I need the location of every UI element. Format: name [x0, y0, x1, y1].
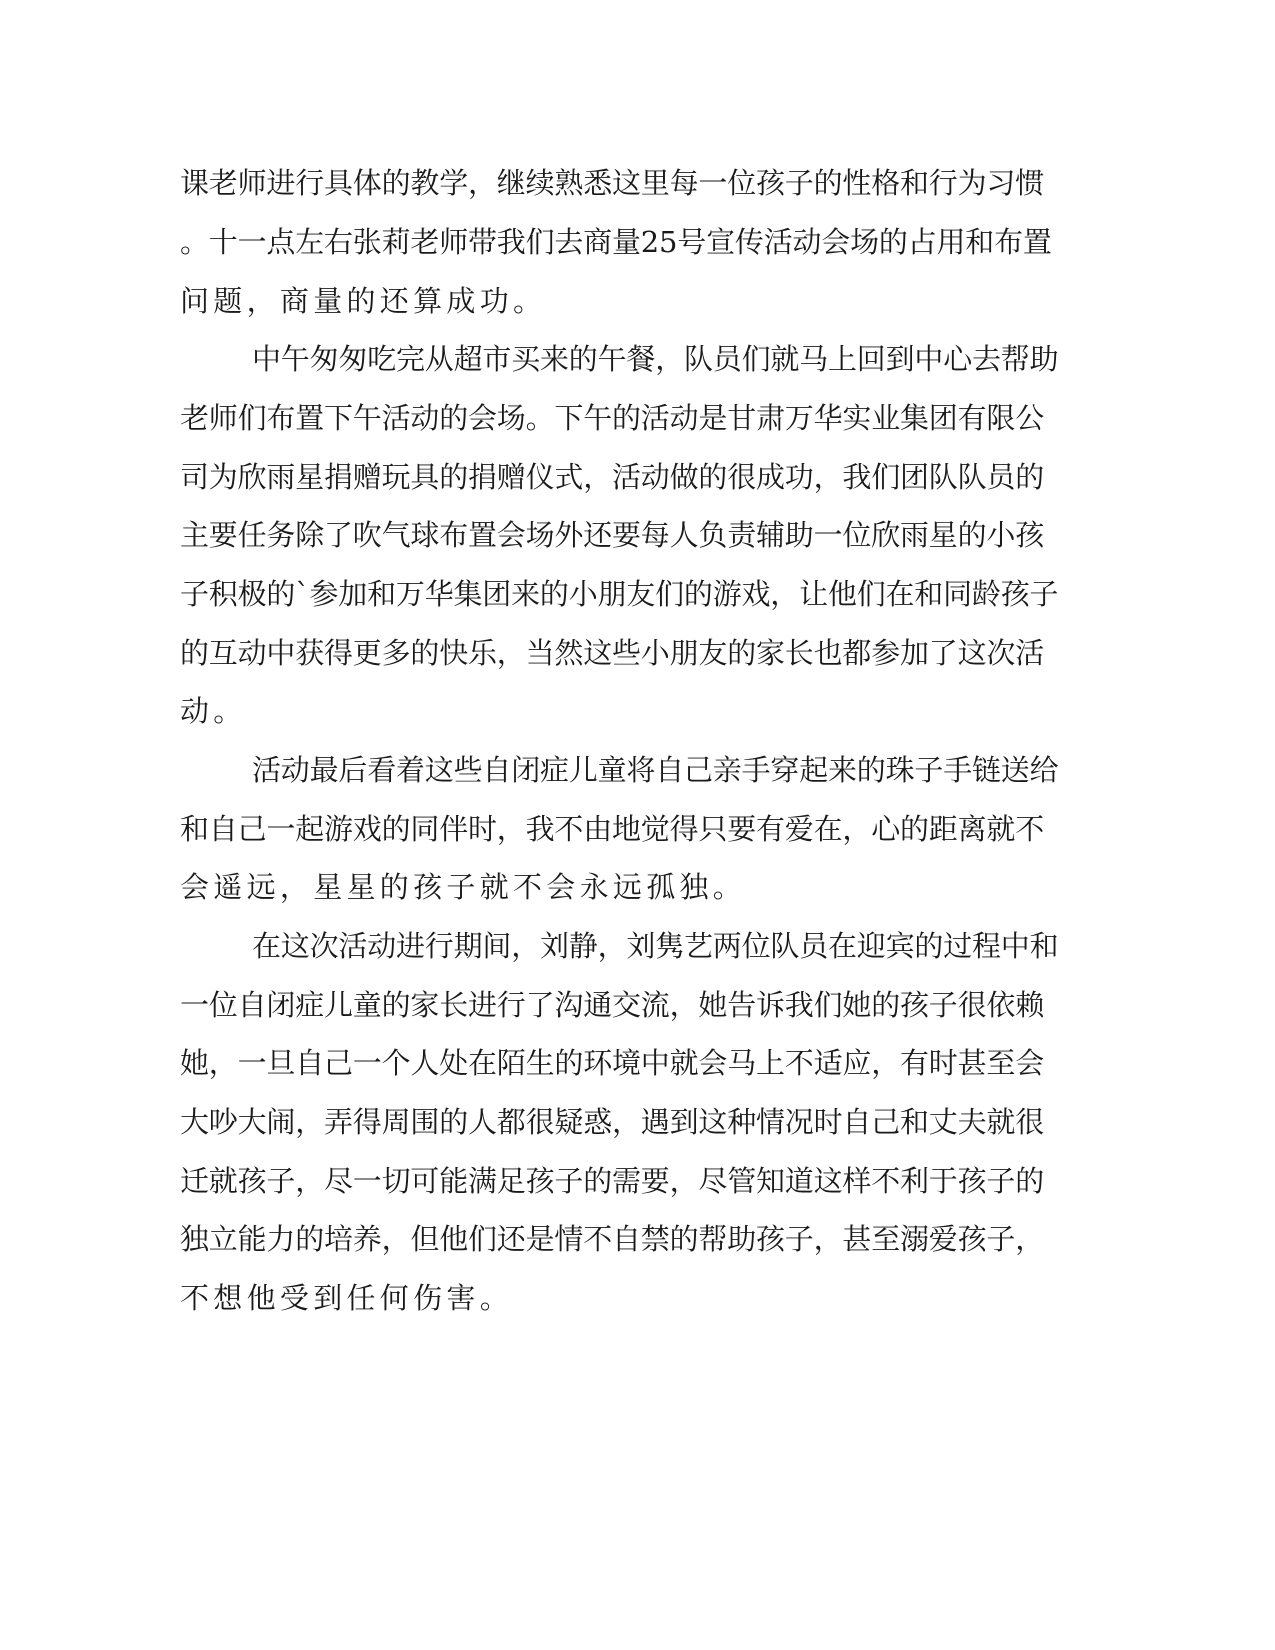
- paragraph-1-line-2: 。十一点左右张莉老师带我们去商量25号宣传活动会场的占用和布置: [180, 225, 1052, 259]
- paragraph-2-line-1: 中午匆匆吃完从超市买来的午餐，队员们就马上回到中心去帮助: [252, 342, 1059, 376]
- paragraph-3-line-3: 会遥远，星星的孩子就不会永远孤独。: [180, 870, 747, 904]
- paragraph-2-line-6: 的互动中获得更多的快乐，当然这些小朋友的家长也都参加了这次活: [180, 636, 1045, 670]
- paragraph-3-line-1: 活动最后看着这些自闭症儿童将自己亲手穿起来的珠子手链送给: [252, 753, 1059, 787]
- paragraph-2-line-7: 动。: [180, 694, 247, 728]
- paragraph-2-line-3: 司为欣雨星捐赠玩具的捐赠仪式，活动做的很成功，我们团队队员的: [180, 460, 1045, 494]
- paragraph-2-line-4: 主要任务除了吹气球布置会场外还要每人负责辅助一位欣雨星的小孩: [180, 518, 1045, 552]
- paragraph-3-line-2: 和自己一起游戏的同伴时，我不由地觉得只要有爱在，心的距离就不: [180, 812, 1045, 846]
- paragraph-4-line-2: 一位自闭症儿童的家长进行了沟通交流，她告诉我们她的孩子很依赖: [180, 988, 1045, 1022]
- paragraph-4-line-7: 不想他受到任何伤害。: [180, 1281, 514, 1315]
- paragraph-4-line-3: 她，一旦自己一个人处在陌生的环境中就会马上不适应，有时甚至会: [180, 1046, 1045, 1080]
- paragraph-4-line-4: 大吵大闹，弄得周围的人都很疑惑，遇到这种情况时自己和丈夫就很: [180, 1105, 1045, 1139]
- paragraph-4-line-1: 在这次活动进行期间，刘静，刘隽艺两位队员在迎宾的过程中和: [252, 929, 1059, 963]
- paragraph-2-line-2: 老师们布置下午活动的会场。下午的活动是甘肃万华实业集团有限公: [180, 401, 1045, 435]
- paragraph-4-line-5: 迁就孩子，尽一切可能满足孩子的需要，尽管知道这样不利于孩子的: [180, 1164, 1045, 1198]
- paragraph-4-line-6: 独立能力的培养，但他们还是情不自禁的帮助孩子，甚至溺爱孩子，: [180, 1222, 1045, 1256]
- paragraph-1-line-1: 课老师进行具体的教学，继续熟悉这里每一位孩子的性格和行为习惯: [180, 166, 1045, 200]
- paragraph-1-line-3: 问题，商量的还算成功。: [180, 284, 547, 318]
- paragraph-2-line-5: 子积极的`参加和万华集团来的小朋友们的游戏，让他们在和同龄孩子: [180, 577, 1059, 611]
